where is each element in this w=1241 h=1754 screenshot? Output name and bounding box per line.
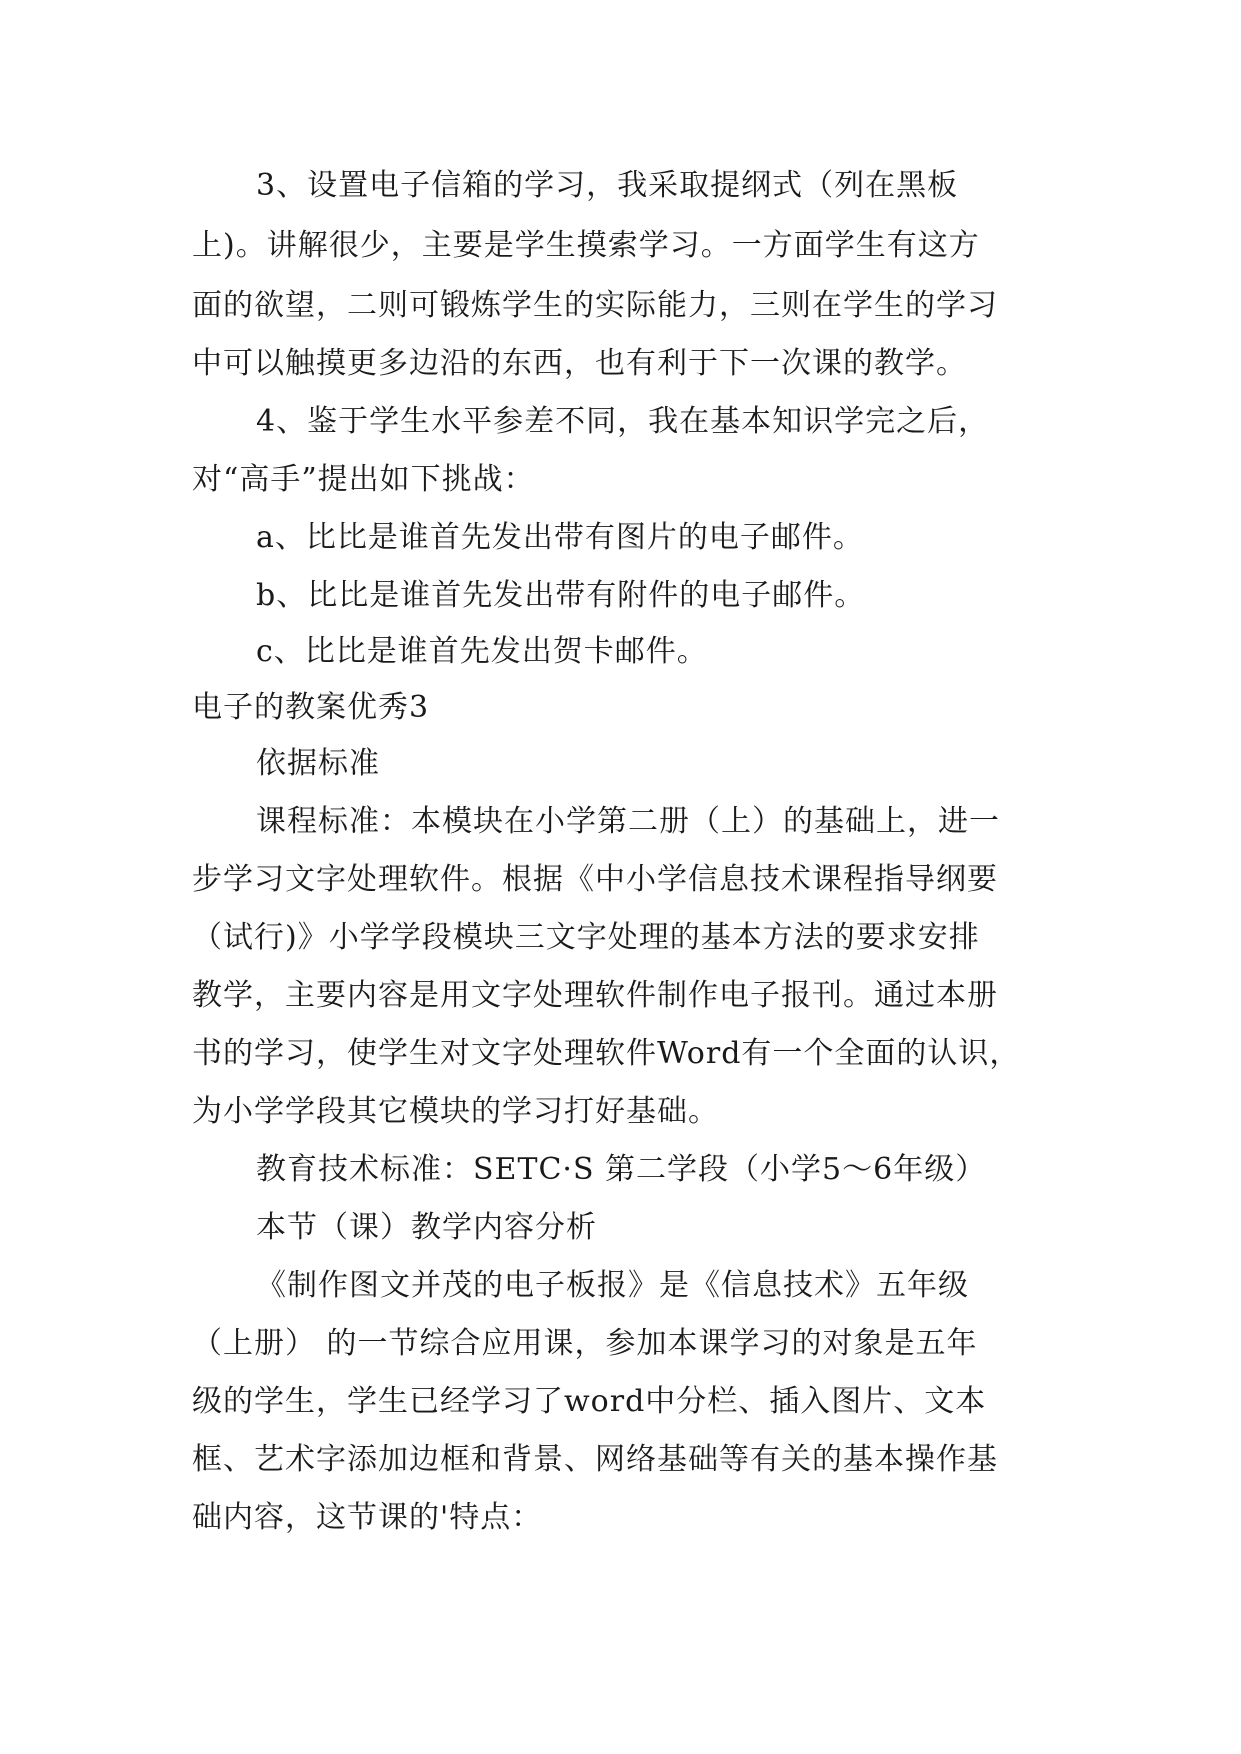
paragraph-line: 为小学学段其它模块的学习打好基础。 — [192, 1094, 719, 1129]
paragraph-line: （上册） 的一节综合应用课，参加本课学习的对象是五年 — [192, 1326, 978, 1361]
paragraph-line: 书的学习，使学生对文字处理软件Word有一个全面的认识， — [192, 1036, 1021, 1071]
paragraph-line: 础内容，这节课的'特点： — [192, 1500, 543, 1535]
paragraph-line: 中可以触摸更多边沿的东西，也有利于下一次课的教学。 — [192, 346, 967, 381]
paragraph-line: 教育技术标准：SETC·S 第二学段（小学5～6年级） — [256, 1152, 987, 1187]
section-heading: 电子的教案优秀3 — [192, 690, 430, 725]
paragraph-line: 教学，主要内容是用文字处理软件制作电子报刊。通过本册 — [192, 978, 998, 1013]
paragraph-line: 上)。讲解很少，主要是学生摸索学习。一方面学生有这方 — [192, 228, 980, 263]
subheading: 依据标准 — [256, 746, 380, 781]
list-item-line: a、比比是谁首先发出带有图片的电子邮件。 — [256, 520, 864, 555]
paragraph-line: 面的欲望，二则可锻炼学生的实际能力，三则在学生的学习 — [192, 288, 998, 323]
subheading: 本节（课）教学内容分析 — [256, 1210, 597, 1245]
paragraph-line: 《制作图文并茂的电子板报》是《信息技术》五年级 — [256, 1268, 969, 1303]
paragraph-line: 步学习文字处理软件。根据《中小学信息技术课程指导纲要 — [192, 862, 998, 897]
paragraph-line: 对“高手”提出如下挑战： — [192, 462, 535, 497]
paragraph-line: 4、鉴于学生水平参差不同，我在基本知识学完之后， — [256, 404, 990, 439]
list-item-line: b、比比是谁首先发出带有附件的电子邮件。 — [256, 578, 866, 613]
list-item-line: c、比比是谁首先发出贺卡邮件。 — [256, 634, 708, 669]
paragraph-line: 级的学生，学生已经学习了word中分栏、插入图片、文本 — [192, 1384, 987, 1419]
paragraph-line: 框、艺术字添加边框和背景、网络基础等有关的基本操作基 — [192, 1442, 998, 1477]
paragraph-line: 3、设置电子信箱的学习，我采取提纲式（列在黑板 — [256, 168, 959, 203]
paragraph-line: （试行)》小学学段模块三文字处理的基本方法的要求安排 — [192, 920, 980, 955]
paragraph-line: 课程标准：本模块在小学第二册（上）的基础上，进一 — [256, 804, 1000, 839]
